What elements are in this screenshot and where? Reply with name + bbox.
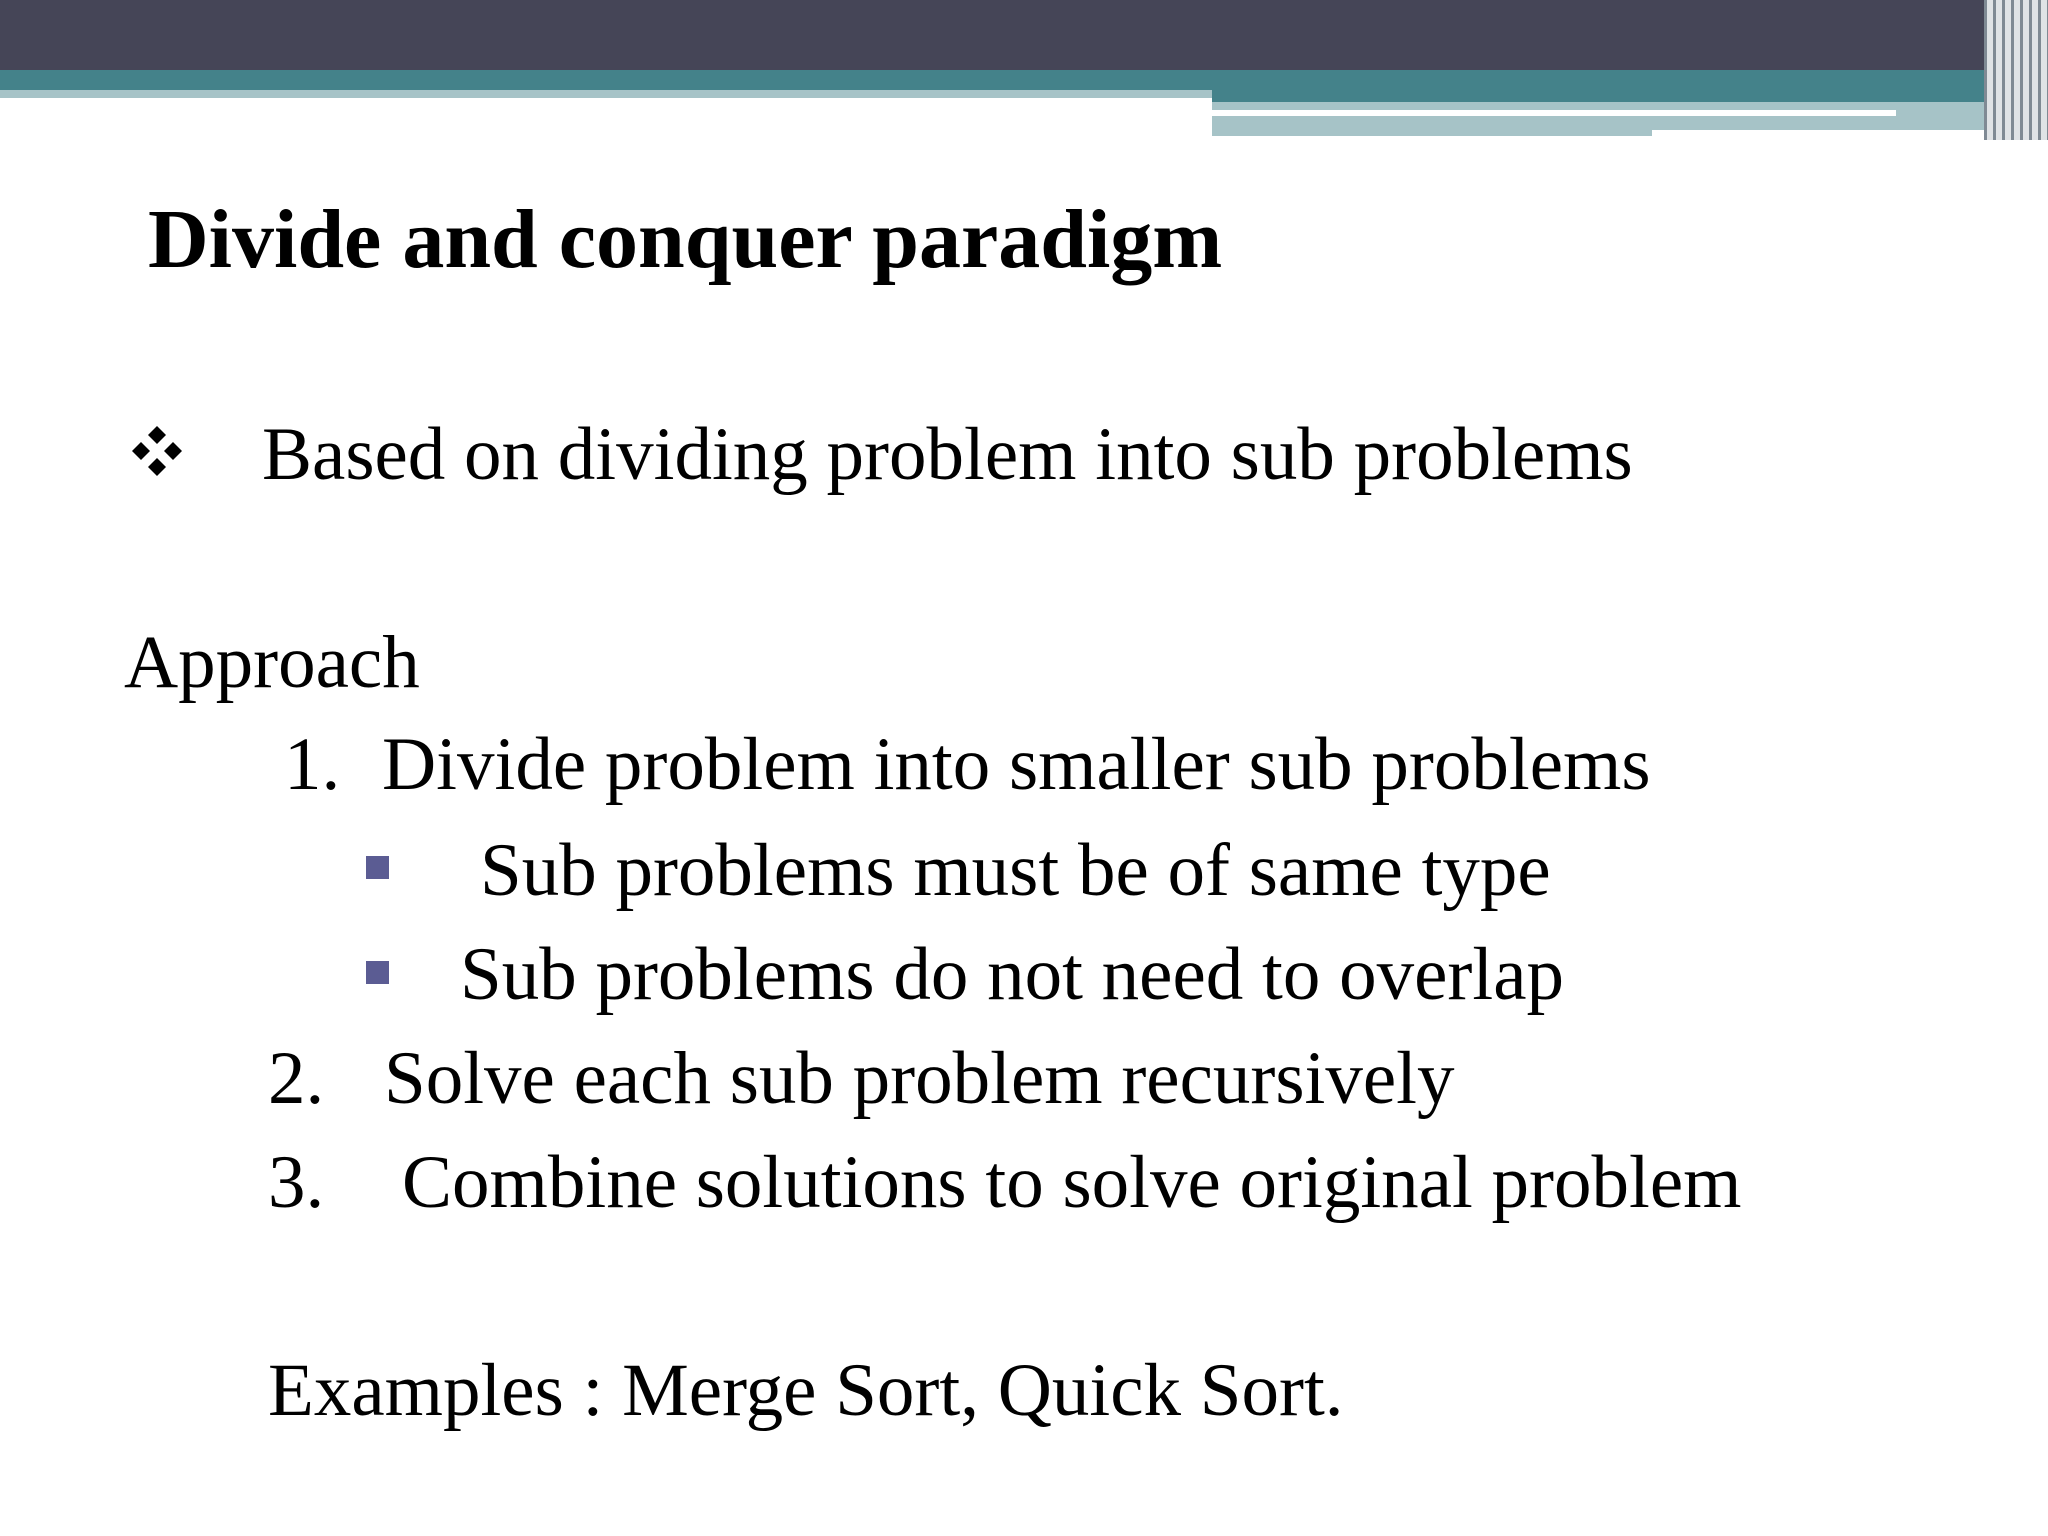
step-text: Combine solutions to solve original problem: [402, 1141, 1742, 1224]
header-dark-band: [0, 0, 2048, 70]
header-teal-band: [0, 70, 2048, 90]
four-diamond-bullet-icon: [126, 420, 188, 482]
sub-bullet-text: Sub problems must be of same type: [480, 829, 1551, 912]
edge-stripes: [1984, 0, 2048, 140]
slide-title: Divide and conquer paradigm: [148, 193, 1223, 286]
header-teal-band-right: [1212, 90, 2048, 102]
step-number: 1.: [284, 723, 341, 806]
square-bullet-icon: [366, 856, 389, 879]
step-text: Solve each sub problem recursively: [384, 1037, 1455, 1120]
header-white-stripe-right: [1212, 110, 1896, 116]
approach-heading: Approach: [124, 621, 420, 704]
step-text: Divide problem into smaller sub problems: [382, 723, 1651, 806]
square-bullet-icon: [366, 961, 389, 984]
step-number: 3.: [268, 1141, 325, 1224]
header-light-band-left: [0, 90, 1212, 98]
step-number: 2.: [268, 1037, 325, 1120]
examples-text: Examples : Merge Sort, Quick Sort.: [268, 1349, 1344, 1432]
sub-bullet-text: Sub problems do not need to overlap: [460, 933, 1564, 1016]
intro-bullet-text: Based on dividing problem into sub problems: [262, 413, 1633, 496]
